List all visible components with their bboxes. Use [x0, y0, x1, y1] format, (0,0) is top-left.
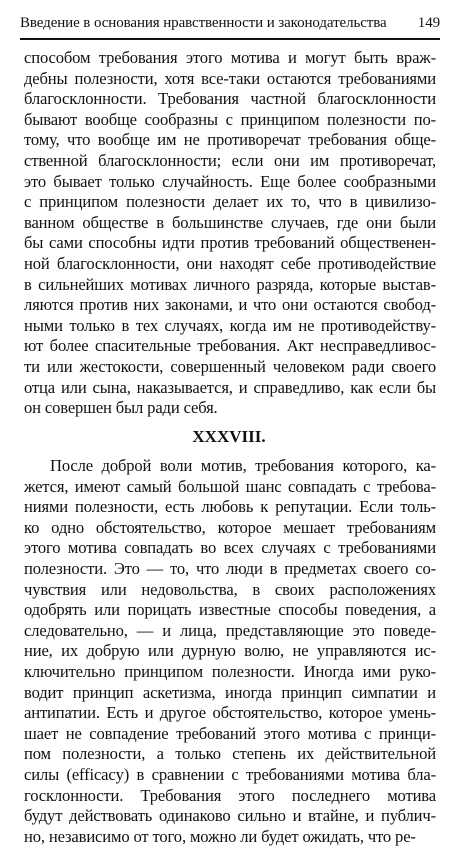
text-line: но, независимо от того, можно ли будет ожидать, что ре-	[24, 826, 416, 846]
running-head	[20, 14, 440, 32]
text-line: силы (efficacy) в сравнении с требованиями мотива бла-	[24, 764, 436, 784]
text-line: ниями полезности, есть любовь к репутации. Если толь-	[24, 497, 436, 517]
text-line: ют более спасительные требования. Акт несправедливос-	[24, 336, 436, 356]
text-line: он совершен был ради себя.	[24, 398, 218, 418]
text-line: После доброй воли мотив, требования которого, ка-	[50, 456, 436, 475]
text-line: чувствия или недовольства, в своих расположениях	[24, 579, 436, 599]
text-line: этого мотива совпадать во всех случаях с требованиями	[24, 538, 436, 558]
text-line: полезности. Это — то, что люди в предметах своего со-	[24, 558, 436, 578]
text-line: будут действовать одинаково сильно и втайне, и публич-	[24, 806, 436, 826]
page-number: 149	[417, 15, 440, 31]
text-line: ключительно принципом полезности. Иногда ими руко-	[24, 661, 436, 681]
text-line: ными только в тех случаях, когда им не противодейству-	[24, 315, 436, 335]
running-head-title: Введение в основания нравственности и законодательства	[20, 15, 387, 31]
text-line: жется, имеют самый большой шанс совпадать с требова-	[24, 476, 436, 496]
text-line: с принципом полезности делает их то, что в цивилизо-	[24, 192, 436, 212]
text-line: водит принцип аскетизма, иногда принцип симпатии и	[24, 682, 436, 702]
text-line: бы сами способны идти против требований общественен-	[24, 233, 436, 253]
text-line: антипатии. Есть и другое обстоятельство, которое умень-	[24, 703, 436, 723]
text-line: в сильнейших мотивах личного разряда, которые выстав-	[24, 274, 436, 294]
text-line: ственной благосклонности; если они им противоречат,	[24, 150, 436, 170]
text-line: ной благосклонности, они находят себе противодействие	[24, 253, 436, 273]
text-line: пом полезности, а только степень их действительной	[24, 744, 436, 764]
text-line: одобрять или порицать известные способы поведения, а	[24, 600, 436, 620]
header-rule	[20, 38, 440, 40]
text-line: бывают вообще сообразны с принципом полезности по-	[24, 109, 436, 129]
text-line: способом требования этого мотива и могут быть враж-	[24, 48, 436, 67]
paragraph-section-xxxviii	[24, 456, 436, 847]
text-line: благосклонности. Требования частной благосклонности	[24, 89, 436, 109]
paragraph-continued	[24, 48, 436, 419]
text-line: дебны полезности, хотя все-таки остаются требованиями	[24, 68, 436, 88]
text-line: ти или жестокости, совершенный человеком ради своего	[24, 356, 436, 376]
text-line: ние, их добрую или дурную волю, не управляются ис-	[24, 641, 436, 661]
section-heading: XXXVIII.	[192, 427, 266, 446]
text-line: тому, что вообще им не противоречат требования обще-	[24, 130, 436, 150]
text-line: следовательно, — и лица, представляющие это поведе-	[24, 620, 436, 640]
text-line: это бывает только случайность. Еще более сообразными	[24, 171, 436, 191]
text-line: ванном обществе в большинстве случаев, где они были	[24, 212, 436, 232]
text-line: шает не совпадение требований этого мотива с принци-	[24, 723, 436, 743]
text-line: госклонности. Требования этого последнего мотива	[24, 785, 436, 805]
text-line: отца или сына, наказывается, и справедливо, как если бы	[24, 377, 436, 397]
text-line: ко одно обстоятельство, которое мешает требованиям	[24, 517, 436, 537]
text-line: ляются против них законами, и что они остаются свобод-	[24, 295, 436, 315]
